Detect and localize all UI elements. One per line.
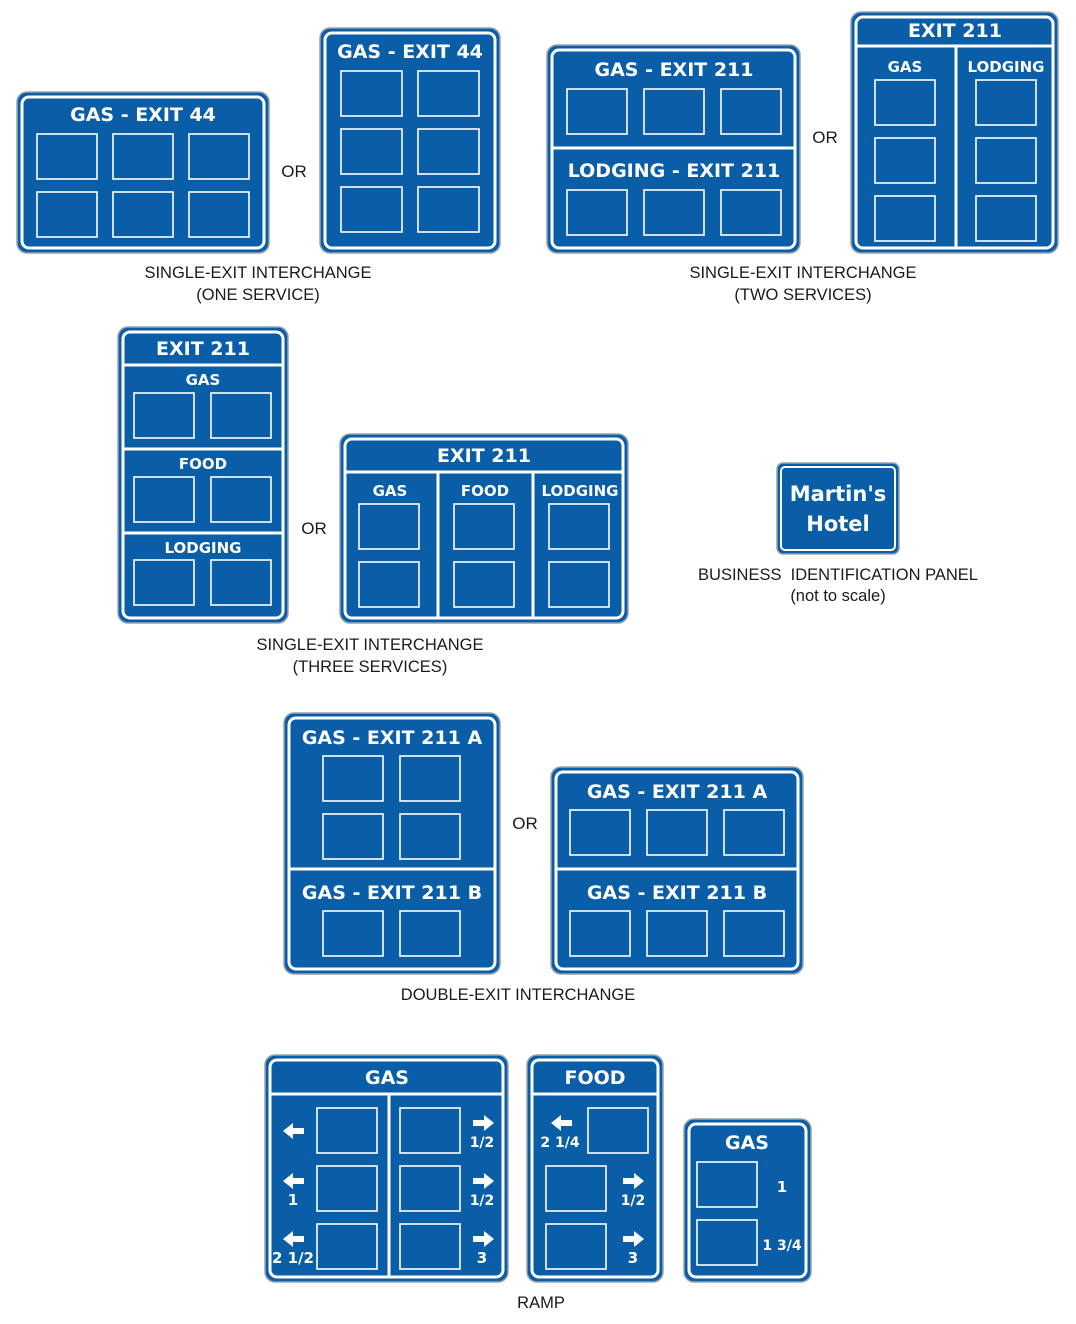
distance-label: 3 bbox=[476, 1249, 488, 1267]
sign-header: GAS bbox=[725, 1132, 769, 1154]
column-label: GAS bbox=[887, 58, 923, 76]
column-label: FOOD bbox=[460, 482, 510, 500]
sign-title: GAS - EXIT 211 B bbox=[301, 882, 483, 904]
sign-ramp-gas bbox=[265, 1055, 508, 1282]
sign-header: EXIT 211 bbox=[156, 338, 250, 360]
sign-business-panel bbox=[777, 463, 899, 554]
distance-label: 1 bbox=[776, 1178, 788, 1196]
distance-label: 3 bbox=[627, 1249, 639, 1267]
sign-three-services-wide bbox=[340, 434, 628, 623]
caption-line: (THREE SERVICES) bbox=[292, 658, 448, 676]
sign-one-service-wide bbox=[17, 92, 269, 253]
or-label: OR bbox=[281, 162, 307, 181]
sign-ramp-gas-small bbox=[684, 1119, 811, 1282]
caption-line: DOUBLE-EXIT INTERCHANGE bbox=[400, 986, 636, 1004]
or-label: OR bbox=[812, 128, 838, 147]
sign-title: GAS - EXIT 211 A bbox=[586, 781, 768, 803]
sign-ramp-food bbox=[527, 1055, 663, 1282]
sign-three-services-tall bbox=[118, 327, 288, 623]
section-label: LODGING bbox=[164, 539, 242, 557]
sign-title: GAS - EXIT 211 B bbox=[586, 882, 768, 904]
column-label: GAS bbox=[372, 482, 408, 500]
sign-one-service-tall bbox=[320, 28, 500, 253]
sign-header: FOOD bbox=[564, 1067, 626, 1089]
sign-title: LODGING - EXIT 211 bbox=[567, 160, 781, 182]
sign-header: EXIT 211 bbox=[908, 20, 1002, 42]
section-label: GAS bbox=[185, 371, 221, 389]
sign-double-exit-tall bbox=[284, 713, 500, 974]
distance-label: 2 1/2 bbox=[271, 1249, 315, 1267]
column-label: LODGING bbox=[967, 58, 1045, 76]
caption-line: (ONE SERVICE) bbox=[196, 286, 320, 304]
distance-label: 1 3/4 bbox=[762, 1238, 802, 1254]
sign-two-services-stacked bbox=[547, 45, 800, 253]
sign-title: GAS - EXIT 44 bbox=[337, 41, 483, 63]
sign-title: GAS - EXIT 211 A bbox=[301, 727, 483, 749]
caption-line: (TWO SERVICES) bbox=[734, 286, 872, 304]
distance-label: 1/2 bbox=[469, 1193, 495, 1209]
sign-double-exit-wide bbox=[551, 767, 803, 974]
sign-two-services-columns bbox=[851, 12, 1058, 253]
or-label: OR bbox=[301, 519, 327, 538]
caption-line: RAMP bbox=[517, 1294, 565, 1312]
sign-header: EXIT 211 bbox=[437, 445, 531, 467]
caption-line: BUSINESS IDENTIFICATION PANEL bbox=[698, 566, 978, 584]
caption-line: SINGLE-EXIT INTERCHANGE bbox=[144, 264, 372, 282]
caption-line: SINGLE-EXIT INTERCHANGE bbox=[256, 636, 484, 654]
sign-title: GAS - EXIT 44 bbox=[70, 104, 216, 126]
distance-label: 1/2 bbox=[620, 1193, 646, 1209]
caption-line: SINGLE-EXIT INTERCHANGE bbox=[689, 264, 917, 282]
sign-title: GAS - EXIT 211 bbox=[594, 59, 754, 81]
distance-label: 1 bbox=[287, 1191, 299, 1209]
or-label: OR bbox=[512, 814, 538, 833]
business-name-line: Martin's bbox=[789, 482, 887, 506]
caption-line: (not to scale) bbox=[790, 587, 886, 605]
distance-label: 1/2 bbox=[469, 1135, 495, 1151]
sign-header: GAS bbox=[365, 1067, 409, 1089]
column-label: LODGING bbox=[541, 482, 619, 500]
section-label: FOOD bbox=[178, 455, 228, 473]
business-name-line: Hotel bbox=[806, 512, 870, 536]
distance-label: 2 1/4 bbox=[540, 1135, 580, 1151]
